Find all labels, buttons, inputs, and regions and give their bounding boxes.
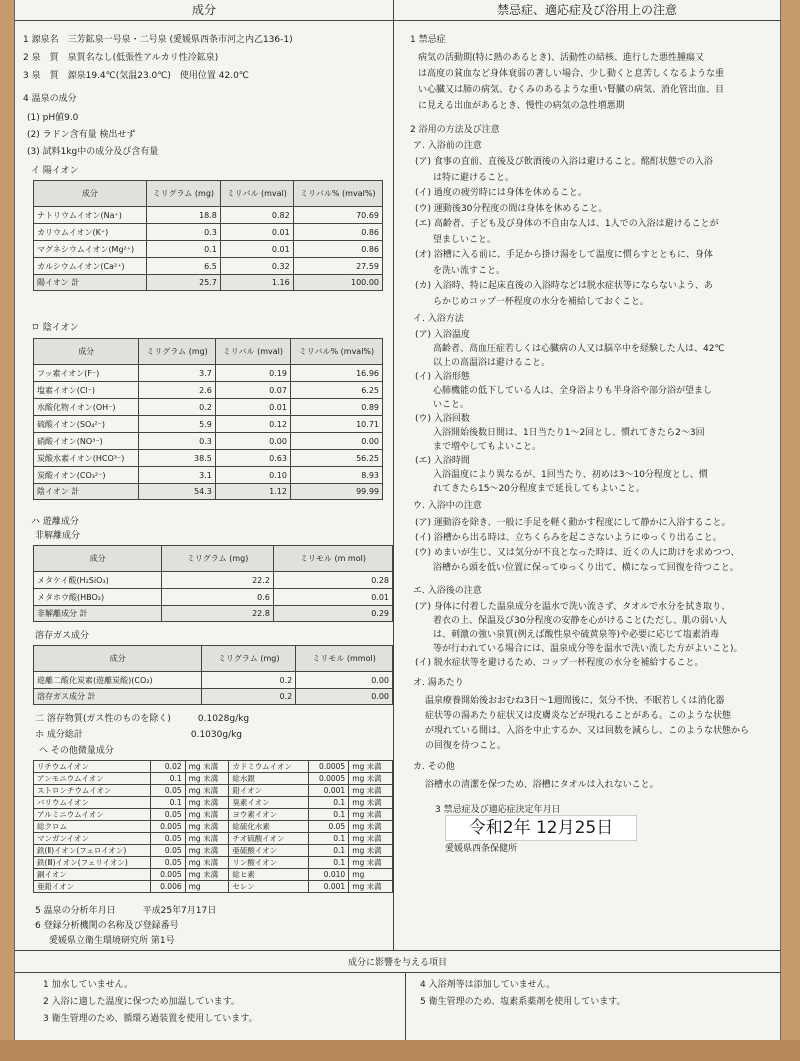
text-line: 高齢者、高血圧症若しくは心臓病の人又は脳卒中を経験した人は、42℃ [415, 344, 725, 354]
trace-row [34, 809, 393, 821]
table-cell: 0.1 [151, 797, 185, 809]
text-line: (ウ) 入浴回数 [415, 414, 470, 424]
text-line: 入浴開始後数日間は、1日当たり1～2回とし、慣れてきたら2～3回 [415, 428, 705, 438]
table-cell: 3.1 [139, 467, 215, 484]
components-title: 4 温泉の成分 [23, 94, 77, 104]
table-cell: チオ硫酸イオン [229, 833, 309, 845]
table-cell: 鉄(Ⅲ)イオン(フェリイオン) [34, 857, 151, 869]
table-cell: 8.93 [290, 467, 382, 484]
table-cell: 0.01 [215, 399, 290, 416]
table-cell: 0.1 [309, 809, 349, 821]
text-line: 症状等の湯あたり症状又は皮膚炎などが現れることがある。このような状態 [425, 711, 732, 721]
bottom-title: 成分に影響を与える項目 [347, 958, 447, 968]
cation-table [33, 180, 383, 291]
table-cell: 0.1 [151, 773, 185, 785]
table-cell: 総水銀 [229, 773, 309, 785]
table-cell: 16.96 [290, 365, 382, 382]
text-line: (ア) 身体に付着した温泉成分を温水で洗い流さず、タオルで水分を拭き取り、 [415, 602, 731, 612]
non-dissociated-table [33, 545, 393, 622]
trace-row [34, 797, 393, 809]
table-cell: 0.63 [215, 450, 290, 467]
table-cell: 陰イオン 計 [34, 484, 139, 500]
table-cell: 0.00 [215, 433, 290, 450]
bottom-divider [15, 972, 780, 973]
text-line: (オ) 浴槽に入る前に、手足から掛け湯をして温度に慣らすとともに、身体 [415, 250, 713, 260]
table-cell: 100.00 [293, 275, 382, 291]
table-cell: mg 未満 [185, 785, 229, 797]
text-line: 心肺機能の低下している人は、全身浴よりも半身浴や部分浴が望まし [415, 386, 713, 396]
table-cell: 70.69 [293, 207, 382, 224]
table-cell: カルシウムイオン(Ca²⁺) [34, 258, 147, 275]
table-cell: mg 未満 [349, 881, 393, 893]
col-header: ミリグラム (mg) [202, 646, 296, 672]
table-cell: 0.86 [293, 241, 382, 258]
table-cell: 陽イオン 計 [34, 275, 147, 291]
text-line: (イ) 過度の疲労時には身体を休めること。 [415, 188, 587, 198]
table-cell: 18.8 [146, 207, 220, 224]
table-cell: 38.5 [139, 450, 215, 467]
col-header: ミリグラム (mg) [146, 181, 220, 207]
table-cell: カドミウムイオン [229, 761, 309, 773]
hot-spring-notice-sheet [14, 0, 781, 1040]
free-component-title: ハ 遊離成分 [31, 517, 79, 527]
table-cell: mg 未満 [349, 821, 393, 833]
table-cell: 鉄(Ⅱ)イオン(フェロイオン) [34, 845, 151, 857]
dissolved-gas-subtitle: 溶存ガス成分 [35, 631, 90, 641]
text-line: に見える出血があるとき、慢性の病気の急性増悪期 [418, 101, 625, 111]
table-cell: ヨウ素イオン [229, 809, 309, 821]
table-cell: mg 未満 [349, 797, 393, 809]
non-dissociated-subtitle: 非解離成分 [35, 531, 81, 541]
table-cell: 0.001 [309, 785, 349, 797]
table-cell: 2.6 [139, 382, 215, 399]
bottom-item: 3 衛生管理のため、循環ろ過装置を使用しています。 [43, 1014, 258, 1024]
table-total-row [34, 484, 383, 500]
table-cell: 0.2 [202, 689, 296, 705]
table-cell: mg [349, 869, 393, 881]
bottom-frame [0, 1040, 800, 1061]
table-cell: アンモニウムイオン [34, 773, 151, 785]
source-name: 1 源泉名 三芳鉱泉一号泉・二号泉 (愛媛県西条市河之内乙136-1) [23, 35, 293, 45]
table-cell: マグネシウムイオン(Mg²⁺) [34, 241, 147, 258]
table-cell: 0.010 [309, 869, 349, 881]
table-cell: フッ素イオン(F⁻) [34, 365, 139, 382]
health-center: 愛媛県西条保健所 [445, 844, 518, 854]
table-cell: リチウムイオン [34, 761, 151, 773]
other-text: 浴槽水の清潔を保つため、浴槽にタオルは入れないこと。 [425, 780, 659, 790]
left-column-header: 成分 [15, 0, 393, 21]
table-cell: 10.71 [290, 416, 382, 433]
table-cell: 0.29 [273, 606, 392, 622]
text-line: (イ) 脱水症状等を避けるため、コップ一杯程度の水分を補給すること。 [415, 658, 704, 668]
table-cell: 硫酸イオン(SO₄²⁻) [34, 416, 139, 433]
table-cell: 0.89 [290, 399, 382, 416]
table-cell: 臭素イオン [229, 797, 309, 809]
text-line: (ア) 食事の直前、直後及び飲酒後の入浴は避けること。酩酊状態での入浴 [415, 157, 713, 167]
table-cell: 1.16 [220, 275, 293, 291]
bottom-item: 1 加水していません。 [43, 980, 134, 990]
table-cell: 99.99 [290, 484, 382, 500]
text-line: (エ) 高齢者、子ども及び身体の不自由な人は、1人での入浴は避けることが [415, 219, 719, 229]
table-cell: 1.12 [215, 484, 290, 500]
table-row [34, 382, 383, 399]
table-cell: 0.05 [151, 809, 185, 821]
spring-quality: 2 泉 質 泉質名なし(低張性アルカリ性冷鉱泉) [23, 53, 219, 63]
table-cell: 25.7 [146, 275, 220, 291]
table-cell: mg 未満 [185, 761, 229, 773]
table-cell: 0.1 [309, 797, 349, 809]
bottom-section [15, 950, 780, 1040]
right-column-header: 禁忌症、適応症及び浴用上の注意 [394, 0, 780, 21]
table-row [34, 207, 383, 224]
table-row [34, 672, 393, 689]
table-cell: 0.3 [139, 433, 215, 450]
col-header: ミリモル (mmol) [296, 646, 393, 672]
table-cell: 0.32 [220, 258, 293, 275]
table-cell: 0.6 [162, 589, 274, 606]
text-line: (エ) 入浴時間 [415, 456, 470, 466]
table-cell: mg 未満 [349, 785, 393, 797]
table-cell: リン酸イオン [229, 857, 309, 869]
table-cell: 0.07 [215, 382, 290, 399]
text-line: (ア) 入浴温度 [415, 330, 470, 340]
trace-row [34, 761, 393, 773]
dissolved-substance: 二 溶存物質(ガス性のものを除く) 0.1028g/kg [35, 714, 250, 724]
trace-row [34, 821, 393, 833]
table-cell: 0.1 [146, 241, 220, 258]
table-cell: 0.05 [151, 785, 185, 797]
bottom-item: 5 衛生管理のため、塩素系薬剤を使用しています。 [420, 997, 626, 1007]
text-line: は高度の貧血など身体衰弱の著しい場合、少し動くと息苦しくなるような重 [418, 69, 725, 79]
table-cell: 0.12 [215, 416, 290, 433]
before-bath-title: ア. 入浴前の注意 [413, 141, 482, 151]
table-cell: mg 未満 [185, 845, 229, 857]
table-row [34, 416, 383, 433]
after-bath-title: エ. 入浴後の注意 [413, 586, 482, 596]
table-cell: 0.10 [215, 467, 290, 484]
table-cell: 0.005 [151, 869, 185, 881]
col-header: 成分 [34, 646, 202, 672]
table-cell: 3.7 [139, 365, 215, 382]
table-cell: 0.2 [139, 399, 215, 416]
table-cell: 0.28 [273, 572, 392, 589]
table-row [34, 258, 383, 275]
table-cell: 炭酸水素イオン(HCO³⁻) [34, 450, 139, 467]
table-cell: 総硫化水素 [229, 821, 309, 833]
col-header: ミリバル% (mval%) [293, 181, 382, 207]
table-cell: 非解離成分 計 [34, 606, 162, 622]
table-cell: 0.01 [220, 241, 293, 258]
table-cell: 0.1 [309, 833, 349, 845]
text-line: 入浴温度により異なるが、1回当たり、初めは3～10分程度とし、慣 [415, 470, 708, 480]
text-line: は、刺激の強い泉質(例えば酸性泉や硫黄泉等)や必要に応じて塩素消毒 [415, 630, 720, 640]
table-cell: 22.8 [162, 606, 274, 622]
table-row [34, 365, 383, 382]
col-header: ミリモル (m mol) [273, 546, 392, 572]
text-line: の回復を待つこと。 [425, 741, 507, 751]
col-header: ミリグラム (mg) [162, 546, 274, 572]
table-cell: 水酸化物イオン(OH⁻) [34, 399, 139, 416]
table-cell: mg 未満 [349, 845, 393, 857]
trace-row [34, 833, 393, 845]
anion-table [33, 338, 383, 500]
sample-note: (3) 試料1kg中の成分及び含有量 [27, 147, 159, 157]
table-cell: mg [185, 881, 229, 893]
ph-value: (1) pH値9.0 [27, 113, 79, 123]
text-line: 温泉療養開始後おおむね3日～1週間後に、気分不快、不眠若しくは消化器 [425, 696, 725, 706]
table-cell: 0.0005 [309, 761, 349, 773]
bathing-method-title: 2 浴用の方法及び注意 [410, 125, 500, 135]
text-line: 着衣の上、保温及び30分程度の安静を心がけること(ただし、肌の弱い人 [415, 616, 727, 626]
table-cell: mg 未満 [185, 797, 229, 809]
table-cell: 0.001 [309, 881, 349, 893]
table-row [34, 450, 383, 467]
table-cell: mg 未満 [185, 821, 229, 833]
table-cell: 亜硫酸イオン [229, 845, 309, 857]
col-header: ミリグラム (mg) [139, 339, 215, 365]
text-line: を洗い流すこと。 [415, 265, 506, 276]
anion-title: ロ 陰イオン [31, 323, 79, 333]
decision-date: 令和2年 12月25日 [445, 815, 637, 841]
agency-name: 愛媛県立衛生環境研究所 第1号 [49, 936, 175, 946]
table-cell: 54.3 [139, 484, 215, 500]
table-row [34, 467, 383, 484]
total-components: ホ 成分総計 0.1030g/kg [35, 730, 243, 740]
table-cell: メタホウ酸(HBO₂) [34, 589, 162, 606]
table-cell: mg 未満 [185, 833, 229, 845]
text-line: 浴槽から頭を低い位置に保ってゆっくり出て、横になって回復を待つこと。 [415, 563, 739, 573]
analysis-date: 5 温泉の分析年月日 平成25年7月17日 [35, 906, 217, 916]
table-cell: 0.05 [151, 857, 185, 869]
text-line: い心臓又は肺の病気、むくみのあるような重い腎臓の病気、消化管出血、目 [418, 85, 725, 95]
table-row [34, 224, 383, 241]
contraindication-title: 1 禁忌症 [410, 35, 446, 45]
table-cell: メタケイ酸(H₂SiO₃) [34, 572, 162, 589]
table-cell: 27.59 [293, 258, 382, 275]
table-cell: mg 未満 [349, 761, 393, 773]
table-cell: 0.1 [309, 845, 349, 857]
table-cell: 0.0005 [309, 773, 349, 785]
table-cell: マンガンイオン [34, 833, 151, 845]
table-cell: mg 未満 [185, 773, 229, 785]
trace-table [33, 760, 393, 893]
table-cell: 22.2 [162, 572, 274, 589]
table-cell: mg 未満 [185, 809, 229, 821]
col-header: ミリバル (mval) [220, 181, 293, 207]
table-cell: 0.00 [296, 672, 393, 689]
cation-title: イ 陽イオン [31, 166, 79, 176]
table-cell: 0.005 [151, 821, 185, 833]
text-line: 望ましいこと。 [415, 234, 497, 245]
table-cell: 0.01 [220, 224, 293, 241]
text-line: 等が行われている場合には、温泉成分等を温水で洗い流した方がよいこと)。 [415, 644, 743, 654]
spring-temperature: 3 泉 質 源泉19.4℃(気温23.0℃) 使用位置 42.0℃ [23, 71, 249, 81]
table-cell: 溶存ガス成分 計 [34, 689, 202, 705]
table-row [34, 399, 383, 416]
col-header: 成分 [34, 339, 139, 365]
trace-row [34, 881, 393, 893]
table-cell: 0.006 [151, 881, 185, 893]
table-total-row [34, 606, 393, 622]
table-cell: 0.19 [215, 365, 290, 382]
col-header: ミリバル (mval) [215, 339, 290, 365]
table-cell: 0.01 [273, 589, 392, 606]
text-line: (カ) 入浴時、特に起床直後の入浴時などは脱水症状等にならないよう、あ [415, 281, 713, 291]
table-cell: mg 未満 [185, 857, 229, 869]
text-line: (ウ) めまいが生じ、又は気分が不良となった時は、近くの人に助けを求めつつ、 [415, 548, 740, 558]
table-row [34, 241, 383, 258]
col-header: 成分 [34, 546, 162, 572]
text-line: (ア) 運動浴を除き、一般に手足を軽く動かす程度にして静かに入浴すること。 [415, 518, 731, 528]
table-cell: 6.25 [290, 382, 382, 399]
table-cell: mg 未満 [349, 857, 393, 869]
table-cell: 鉛イオン [229, 785, 309, 797]
table-cell: ナトリウムイオン(Na⁺) [34, 207, 147, 224]
trace-row [34, 845, 393, 857]
table-cell: 0.82 [220, 207, 293, 224]
yuatari-title: オ. 湯あたり [413, 678, 464, 688]
table-cell: 総クロム [34, 821, 151, 833]
during-bath-title: ウ. 入浴中の注意 [413, 501, 482, 511]
text-line: いこと。 [415, 400, 470, 410]
trace-row [34, 869, 393, 881]
table-total-row [34, 275, 383, 291]
bath-method-title: イ. 入浴方法 [413, 314, 464, 324]
table-cell: mg 未満 [185, 869, 229, 881]
trace-row [34, 773, 393, 785]
table-cell: 塩素イオン(Cl⁻) [34, 382, 139, 399]
text-line: (ウ) 運動後30分程度の間は身体を休めること。 [415, 203, 608, 214]
dissolved-gas-table [33, 645, 393, 705]
table-cell: 6.5 [146, 258, 220, 275]
text-line: まで増やしてもよいこと。 [415, 442, 542, 452]
table-cell: ストロンチウムイオン [34, 785, 151, 797]
text-line: れてきたら15～20分程度まで延長してもよいこと。 [415, 484, 645, 494]
table-row [34, 589, 393, 606]
table-row [34, 433, 383, 450]
table-cell: 0.05 [151, 845, 185, 857]
table-cell: 銅イオン [34, 869, 151, 881]
table-cell: カリウムイオン(K⁺) [34, 224, 147, 241]
table-cell: mg 未満 [349, 809, 393, 821]
text-line: らかじめコップ一杯程度の水分を補給しておくこと。 [415, 296, 649, 307]
col-header: ミリバル% (mval%) [290, 339, 382, 365]
trace-row [34, 857, 393, 869]
table-cell: セレン [229, 881, 309, 893]
table-cell: 0.1 [309, 857, 349, 869]
table-cell: 0.05 [309, 821, 349, 833]
table-cell: mg 未満 [349, 773, 393, 785]
trace-title: ヘ その他微量成分 [39, 746, 114, 756]
table-cell: 0.00 [290, 433, 382, 450]
table-cell: バリウムイオン [34, 797, 151, 809]
bottom-item: 4 入浴剤等は添加していません。 [420, 980, 556, 990]
radon-content: (2) ラドン含有量 検出せず [27, 130, 136, 140]
trace-row [34, 785, 393, 797]
text-line: 以上の高温浴は避けること。 [415, 358, 551, 368]
column-divider [393, 0, 394, 950]
bottom-item: 2 入浴に適した温度に保つため加温しています。 [43, 997, 240, 1007]
bottom-column-divider [405, 973, 406, 1040]
table-cell: 0.02 [151, 761, 185, 773]
text-line: (イ) 浴槽から出る時は、立ちくらみを起こさないようにゆっくり出ること。 [415, 533, 722, 543]
table-cell: 総ヒ素 [229, 869, 309, 881]
table-cell: 亜鉛イオン [34, 881, 151, 893]
table-cell: 炭酸イオン(CO₃²⁻) [34, 467, 139, 484]
col-header: 成分 [34, 181, 147, 207]
decision-title: 3 禁忌症及び適応症決定年月日 [435, 805, 561, 815]
table-cell: 遊離二酸化炭素(遊離炭酸)(CO₂) [34, 672, 202, 689]
table-cell: 56.25 [290, 450, 382, 467]
table-cell: 0.3 [146, 224, 220, 241]
table-cell: 硝酸イオン(NO³⁻) [34, 433, 139, 450]
agency-label: 6 登録分析機関の名称及び登録番号 [35, 921, 179, 931]
table-cell: mg 未満 [349, 833, 393, 845]
table-cell: 0.86 [293, 224, 382, 241]
table-cell: 0.05 [151, 833, 185, 845]
table-cell: 5.9 [139, 416, 215, 433]
table-cell: 0.2 [202, 672, 296, 689]
other-title: カ. その他 [413, 762, 455, 772]
text-line: が現れている間は、入浴を中止するか、又は回数を減らし、このような状態から [425, 726, 750, 736]
text-line: (イ) 入浴形態 [415, 372, 470, 382]
text-line: 病気の活動期(特に熱のあるとき)、活動性の結核、進行した悪性腫瘍又 [418, 53, 705, 63]
table-total-row [34, 689, 393, 705]
table-cell: アルミニウムイオン [34, 809, 151, 821]
text-line: は特に避けること。 [415, 172, 515, 183]
table-cell: 0.00 [296, 689, 393, 705]
table-row [34, 572, 393, 589]
